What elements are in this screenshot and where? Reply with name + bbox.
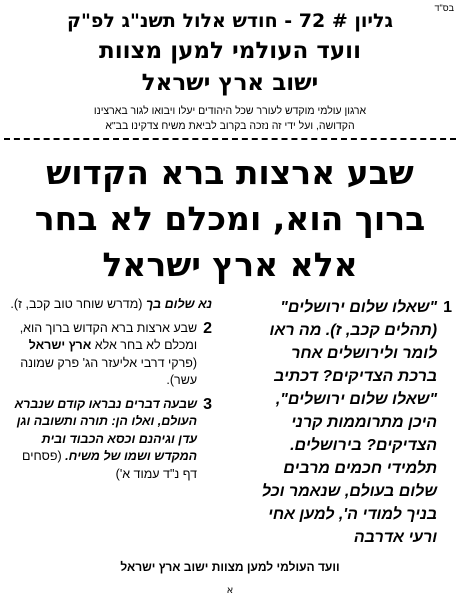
item-bold-text: ארץ ישראל xyxy=(28,338,92,352)
subtitle-line2: הקדושה, ועל ידי זה נזכה בקרוב לביאת משיח צדקינו בב"א xyxy=(105,120,355,132)
item-text: (מדרש שוחר טוב קכב, ז). xyxy=(10,297,146,311)
org-name-line1: וועד העולמי למען מצוות xyxy=(99,38,361,64)
item-text: (פרקי דרבי אליעזר הג' פרק שמונה עשר). xyxy=(20,355,198,387)
item-number: 1 xyxy=(443,299,452,316)
list-item-intro xyxy=(7,296,212,314)
item-bold-text: נא שלום בך xyxy=(145,297,212,311)
page-number: א xyxy=(226,585,234,596)
list-item-2 xyxy=(7,320,212,390)
subtitle-line1: ארגון עולמי מוקדש לעורר שכל היהודים יעלו ויבואו לגור בארצינו xyxy=(93,105,367,117)
item-text: שבע ארצות ברא הקדוש ברוך הוא, ומכלם לא בחר אלא xyxy=(19,320,198,352)
dashed-divider xyxy=(4,138,456,140)
corner-mark: בס"ד xyxy=(434,3,454,13)
title-line3: אלא ארץ ישראל xyxy=(102,245,358,284)
right-column xyxy=(252,296,452,555)
item-bold-text: שבעה דברים נבראו קודם שנברא העולם, ואלו הן: תורה ותשובה וגן עדן וגיהנם וכסא הכבוד ובית המקדש ושמו של משיח. xyxy=(14,396,198,463)
title-line2: ברוך הוא, ומכלם לא בחר xyxy=(34,199,426,238)
left-column xyxy=(7,296,212,489)
list-item-1 xyxy=(252,296,452,549)
title-line1: שבע ארצות ברא הקדוש xyxy=(46,153,414,192)
footer-org-name: וועד העולמי למען מצוות ישוב ארץ ישראל xyxy=(120,560,340,574)
item-number: 3 xyxy=(203,395,212,413)
issue-line: גליון # 72 - חודש אלול תשנ"ג לפ"ק xyxy=(67,10,393,32)
item-text: "שאלו שלום ירושלים" (תהלים קכב, ז). מה ראו לומר ולירושלים אחר ברכת הצדיקים? דכתיב "שאלו שלום ירושלים", היכן מתרוממות קרני הצדיקים? בירושלים. תלמידי חכמים מרבים שלום בעולם, שנאמר וכל בניך למודי ה', למען אחי ורעי אדרבה xyxy=(261,299,438,546)
list-item-3 xyxy=(7,396,212,484)
org-name-line2: ישוב ארץ ישראל xyxy=(141,70,319,96)
subtitle xyxy=(10,104,450,134)
main-title xyxy=(0,150,460,288)
item-number: 2 xyxy=(203,319,212,337)
item-text: (פסחים דף נ"ד עמוד א') xyxy=(22,449,198,481)
